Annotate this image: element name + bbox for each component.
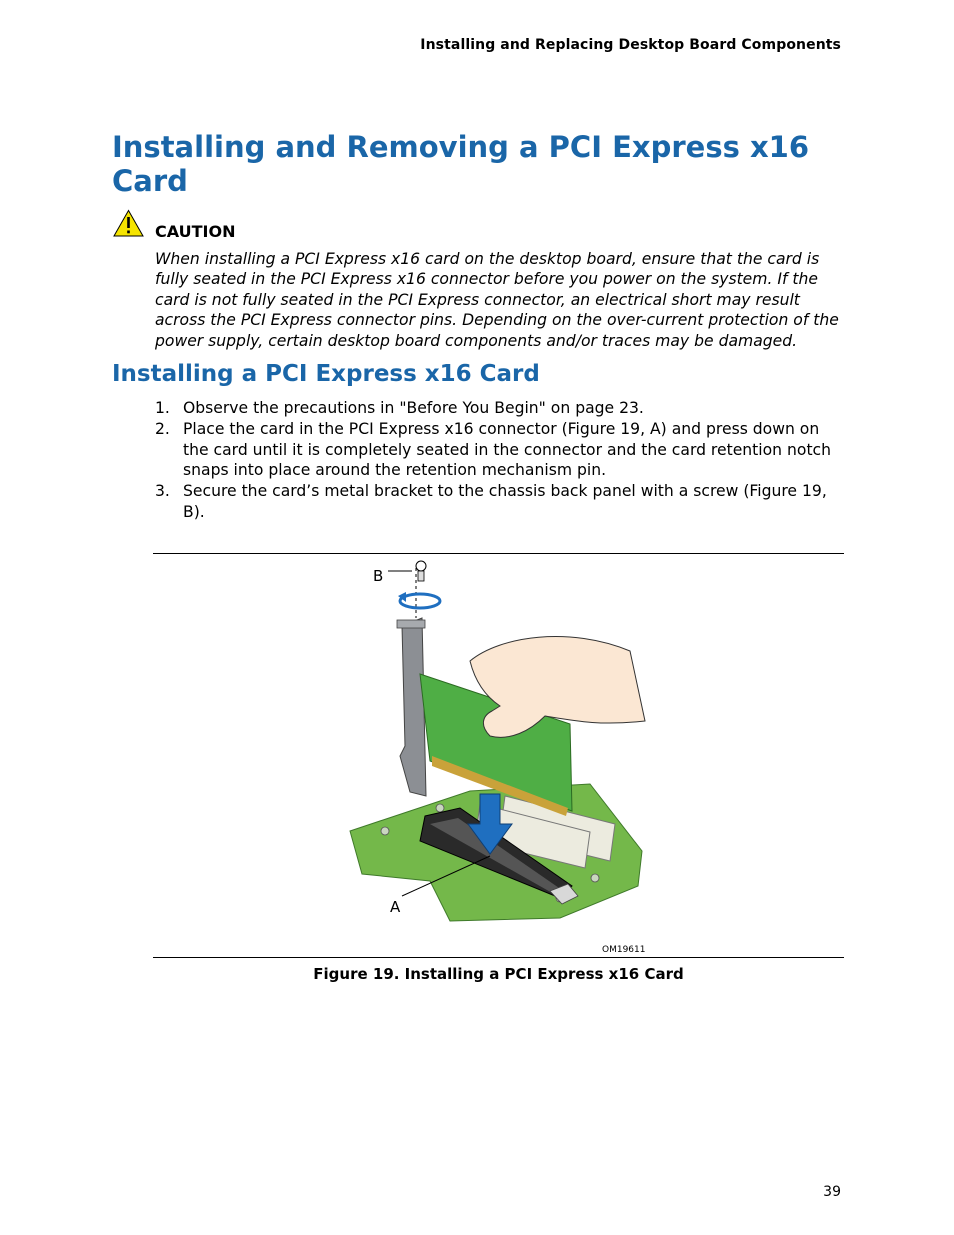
- metal-bracket: [400, 618, 426, 796]
- drawing-id: OM19611: [602, 945, 646, 954]
- step-text: Secure the card’s metal bracket to the chassis back panel with a screw (Figure 19, B).: [183, 482, 827, 521]
- step-text: Place the card in the PCI Express x16 connector (Figure 19, A) and press down on the card until it is completely seated in the connector and the card retention notch snaps into place around the retention mechanism pin.: [183, 420, 832, 480]
- pci-express-installation-figure: [340, 556, 652, 954]
- figure-caption: Figure 19. Installing a PCI Express x16 Card: [313, 965, 684, 983]
- figure-top-rule: [153, 553, 844, 554]
- callout-label-b: B: [373, 567, 384, 585]
- steps-list: [155, 398, 845, 523]
- figure-bottom-rule: [153, 957, 844, 958]
- step-item: [155, 481, 845, 522]
- warning-triangle-icon: [113, 209, 144, 237]
- step-number: 1.: [155, 399, 170, 417]
- step-item: [155, 398, 845, 419]
- callout-label-a: A: [390, 898, 401, 916]
- running-header: Installing and Replacing Desktop Board Components: [420, 37, 841, 53]
- step-number: 3.: [155, 482, 170, 501]
- caution-label: CAUTION: [155, 222, 236, 241]
- step-item: [155, 419, 845, 481]
- page-number: 39: [823, 1184, 841, 1200]
- step-text: Observe the precautions in "Before You Begin" on page 23.: [183, 399, 644, 417]
- section-title: Installing and Removing a PCI Express x16 Card: [112, 130, 810, 198]
- caution-text: When installing a PCI Express x16 card on the desktop board, ensure that the card is fully seated in the PCI Express x16 connector before you power on the system. If the card is not fully seated in the PCI Express connector, an electrical short may result across the PCI Express connector pins. Depending on the over-current protection of the power supply, certain desktop board components and/or traces may be damaged.: [155, 250, 839, 350]
- step-number: 2.: [155, 420, 170, 439]
- subsection-title: Installing a PCI Express x16 Card: [112, 361, 540, 387]
